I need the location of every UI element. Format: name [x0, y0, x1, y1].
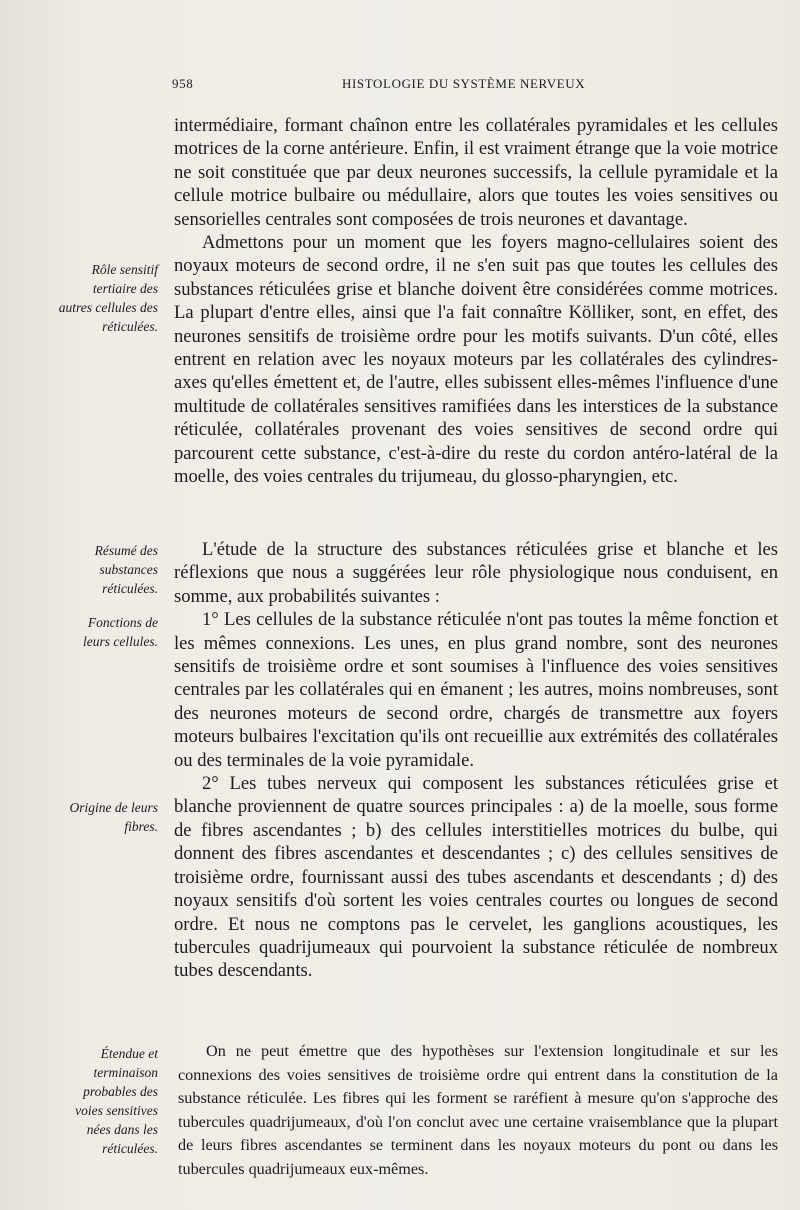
paragraph-continued: intermédiaire, formant chaînon entre les collatérales pyramidales et les cellules motrices de la corne antérieure. Enfin, il est vraiment étrange que la voie motrice ne soit constituée que par deux neurones successifs, la cellule pyramidale et la cellule motrice bulbaire ou médullaire, alors que toutes les voies sensitives ou sensorielles centrales sont composées de trois neurones et davantage. — [174, 115, 778, 230]
margin-note-role-sensitif: Rôle sensitif tertiaire des autres cellules des réticulées. — [58, 262, 158, 334]
page-number: 958 — [172, 76, 194, 91]
body-text-block-3 — [178, 1040, 778, 1182]
body-text-block-2 — [174, 538, 778, 983]
body-text-block-1 — [174, 114, 778, 489]
paragraph-role-sensitif: Admettons pour un moment que les foyers magno-cellulaires soient des noyaux moteurs de second ordre, il ne s'en suit pas que toutes les cellules des substances réticulées grise et blanche doivent être considérées comme motrices. La plupart d'entre elles, ainsi que l'a fait connaître Kölliker, sont, en effet, des neurones sensitifs de troisième ordre pour les motifs suivants. D'un côté, elles entrent en relation avec les noyaux moteurs par les collatérales des cylindres-axes qu'elles émettent et, de l'autre, elles subissent elles-mêmes l'influence d'une multitude de collatérales sensitives ramifiées dans les interstices de la substance réticulée, collatérales provenant des voies sensitives de second ordre qui parcourent cette substance, c'est-à-dire du reste du cordon antéro-latéral de la moelle, des voies centrales du trijumeau, du glosso-pharyngien, etc. — [174, 232, 778, 488]
paragraph-etendue: On ne peut émettre que des hypothèses sur l'extension longitudinale et sur les connexions des voies sensitives de troisième ordre qui entrent dans la constitution de la substance réticulée. Les fibres qui les forment se raréfient à mesure qu'on s'approche des tubercules quadrijumeaux, d'où l'on conclut avec une certaine vraisemblance que la plupart de leurs fibres ascendantes se terminent dans les noyaux moteurs du pont ou dans les tubercules quadrijumeaux eux-mêmes. — [178, 1042, 778, 1178]
margin-note-fonctions: Fonctions de leurs cellules. — [83, 615, 158, 649]
margin-note-etendue: Étendue et terminaison probables des voies sensitives nées dans les réticulées. — [75, 1046, 158, 1156]
running-title: HISTOLOGIE DU SYSTÈME NERVEUX — [342, 76, 586, 91]
paragraph-resume: L'étude de la structure des substances réticulées grise et blanche et les réflexions que nous a suggérées leur rôle physiologique nous conduisent, en somme, aux probabilités suivantes : — [174, 539, 778, 607]
margin-note-resume: Résumé des substances réticulées. — [94, 543, 158, 596]
running-header — [172, 76, 772, 98]
margin-note-origine: Origine de leurs fibres. — [69, 800, 158, 834]
paragraph-origine: 2° Les tubes nerveux qui composent les substances réticulées grise et blanche proviennent de quatre sources principales : a) de la moelle, sous forme de fibres ascendantes ; b) des cellules interstitielles motrices du bulbe, qui donnent des fibres ascendantes et descendantes ; c) des cellules sensitives de troisième ordre, fournissant aussi des tubes ascendants et descendants ; d) des noyaux sensitifs d'où sortent les voies centrales courtes ou longues de second ordre. Et nous ne comptons pas le cervelet, les ganglions acoustiques, les tubercules quadrijumeaux qui pourvoient la substance réticulée de nombreux tubes descendants. — [174, 773, 778, 982]
paragraph-fonctions: 1° Les cellules de la substance réticulée n'ont pas toutes la même fonction et les mêmes connexions. Les unes, en plus grand nombre, sont des neurones sensitifs de troisième ordre et sont soumises à l'influence des voies sensitives centrales par les collatérales qui en émanent ; les autres, moins nombreuses, sont des neurones moteurs de second ordre, chargés de transmettre aux foyers moteurs bulbaires l'excitation qu'ils ont recueillie aux extrémités des collatérales ou des terminales de la voie pyramidale. — [174, 609, 778, 771]
